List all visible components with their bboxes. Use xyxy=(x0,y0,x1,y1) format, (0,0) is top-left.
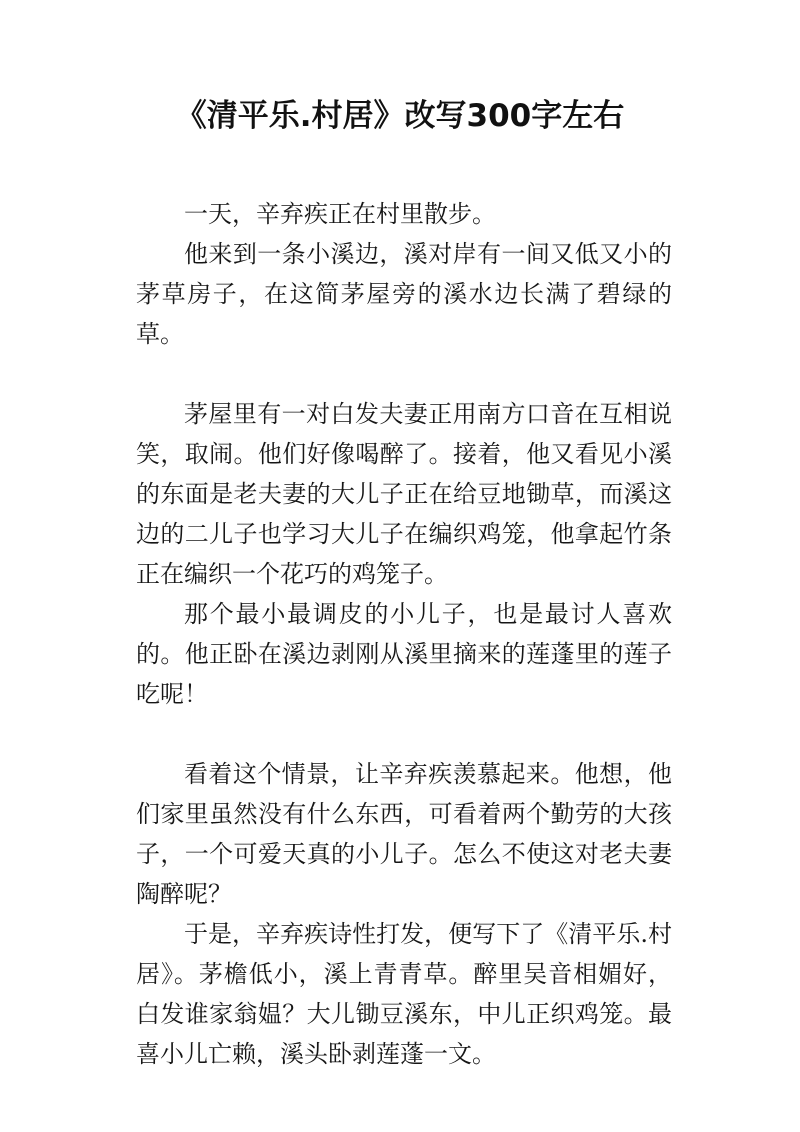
page-title: 《清平乐.村居》改写300字左右 xyxy=(175,98,625,134)
paragraph-6: 于是，辛弃疾诗性打发，便写下了《清平乐.村居》。茅檐低小，溪上青青草。醉里吴音相媚好，白发谁家翁媪？大儿锄豆溪东，中儿正织鸡笼。最喜小儿亡赖，溪头卧剥莲蓬一文。 xyxy=(136,920,672,1068)
paragraph-4: 那个最小最调皮的小儿子，也是最讨人喜欢的。他正卧在溪边剥刚从溪里摘来的莲蓬里的莲子吃呢！ xyxy=(136,600,672,708)
paragraph-1: 一天，辛弃疾正在村里散步。 xyxy=(184,200,496,228)
paragraph-2: 他来到一条小溪边，溪对岸有一间又低又小的茅草房子，在这简茅屋旁的溪水边长满了碧绿的草。 xyxy=(136,240,672,348)
paragraph-3: 茅屋里有一对白发夫妻正用南方口音在互相说笑，取闹。他们好像喝醉了。接着，他又看见小溪的东面是老夫妻的大儿子正在给豆地锄草，而溪这边的二儿子也学习大儿子在编织鸡笼，他拿起竹条正在编织一个花巧的鸡笼子。 xyxy=(136,400,672,588)
article-body xyxy=(136,194,672,1074)
paragraph-5: 看着这个情景，让辛弃疾羡慕起来。他想，他们家里虽然没有什么东西，可看着两个勤劳的大孩子，一个可爱天真的小儿子。怎么不使这对老夫妻陶醉呢？ xyxy=(136,760,672,908)
